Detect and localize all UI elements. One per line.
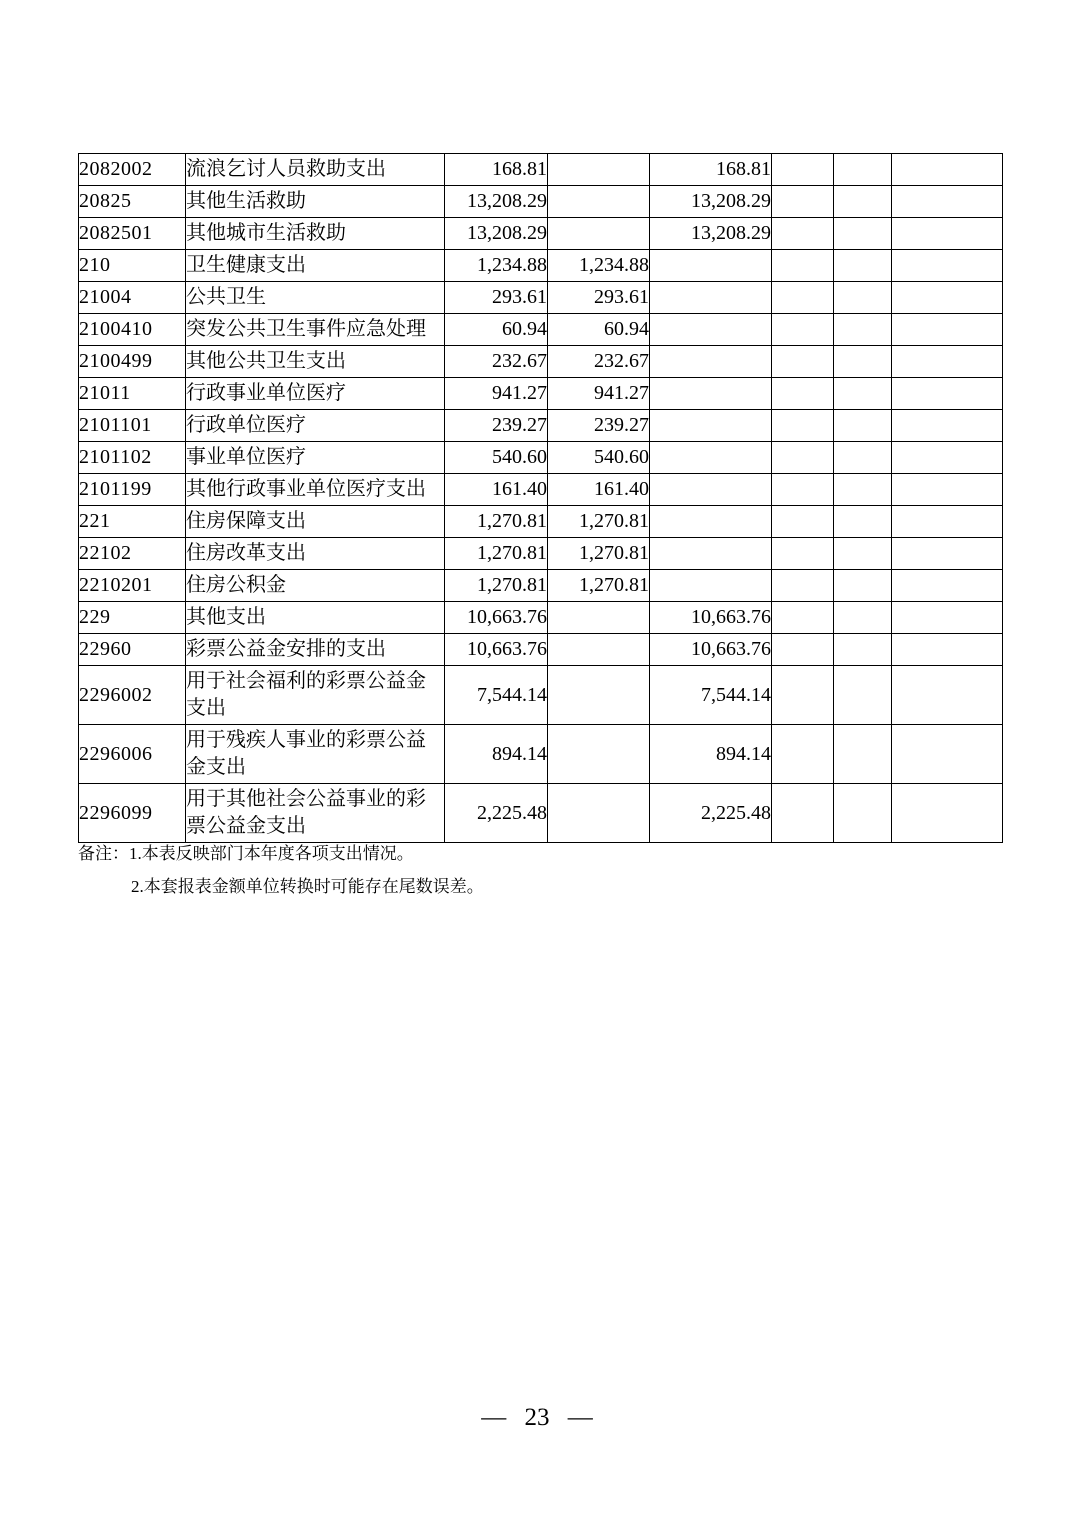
row-empty-cell-3 bbox=[892, 410, 1003, 442]
row-amount-cell-2: 1,234.88 bbox=[548, 250, 650, 282]
row-code-cell: 2296006 bbox=[79, 725, 186, 784]
row-amount-cell-2 bbox=[548, 634, 650, 666]
row-empty-cell-1 bbox=[772, 154, 834, 186]
table-row bbox=[79, 250, 1003, 282]
row-empty-cell-2 bbox=[834, 218, 892, 250]
row-empty-cell-2 bbox=[834, 346, 892, 378]
table-row bbox=[79, 282, 1003, 314]
row-empty-cell-3 bbox=[892, 346, 1003, 378]
row-empty-cell-1 bbox=[772, 474, 834, 506]
row-amount-cell-2: 1,270.81 bbox=[548, 538, 650, 570]
row-amount-cell-3 bbox=[650, 474, 772, 506]
row-amount-cell-1: 2,225.48 bbox=[445, 784, 548, 843]
table-row bbox=[79, 154, 1003, 186]
row-empty-cell-2 bbox=[834, 784, 892, 843]
row-code-cell: 22960 bbox=[79, 634, 186, 666]
table-row bbox=[79, 442, 1003, 474]
row-amount-cell-3: 10,663.76 bbox=[650, 602, 772, 634]
row-empty-cell-1 bbox=[772, 314, 834, 346]
table-row bbox=[79, 346, 1003, 378]
row-amount-cell-3 bbox=[650, 346, 772, 378]
row-name-cell: 公共卫生 bbox=[186, 282, 445, 314]
row-empty-cell-1 bbox=[772, 506, 834, 538]
row-empty-cell-3 bbox=[892, 666, 1003, 725]
row-amount-cell-1: 13,208.29 bbox=[445, 186, 548, 218]
row-amount-cell-1: 232.67 bbox=[445, 346, 548, 378]
table-row bbox=[79, 410, 1003, 442]
row-amount-cell-3: 168.81 bbox=[650, 154, 772, 186]
row-amount-cell-1: 239.27 bbox=[445, 410, 548, 442]
table-row bbox=[79, 314, 1003, 346]
row-empty-cell-3 bbox=[892, 725, 1003, 784]
row-empty-cell-1 bbox=[772, 570, 834, 602]
page-number: — 23 — bbox=[481, 1404, 593, 1431]
row-code-cell: 2296002 bbox=[79, 666, 186, 725]
row-empty-cell-1 bbox=[772, 784, 834, 843]
row-code-cell: 2101102 bbox=[79, 442, 186, 474]
row-empty-cell-1 bbox=[772, 538, 834, 570]
row-amount-cell-3: 7,544.14 bbox=[650, 666, 772, 725]
row-empty-cell-3 bbox=[892, 378, 1003, 410]
row-empty-cell-2 bbox=[834, 442, 892, 474]
row-code-cell: 20825 bbox=[79, 186, 186, 218]
row-amount-cell-3 bbox=[650, 378, 772, 410]
row-amount-cell-3: 13,208.29 bbox=[650, 186, 772, 218]
note-text-1: 1.本表反映部门本年度各项支出情况。 bbox=[129, 844, 414, 863]
expenditure-table-container bbox=[78, 153, 1003, 843]
row-name-cell: 其他生活救助 bbox=[186, 186, 445, 218]
row-code-cell: 21011 bbox=[79, 378, 186, 410]
row-amount-cell-2: 540.60 bbox=[548, 442, 650, 474]
row-amount-cell-1: 161.40 bbox=[445, 474, 548, 506]
row-amount-cell-1: 1,270.81 bbox=[445, 538, 548, 570]
row-empty-cell-2 bbox=[834, 602, 892, 634]
row-name-cell: 用于残疾人事业的彩票公益金支出 bbox=[186, 725, 445, 784]
row-amount-cell-3 bbox=[650, 538, 772, 570]
row-name-cell: 其他支出 bbox=[186, 602, 445, 634]
table-row bbox=[79, 666, 1003, 725]
row-empty-cell-3 bbox=[892, 250, 1003, 282]
row-empty-cell-3 bbox=[892, 186, 1003, 218]
row-empty-cell-1 bbox=[772, 282, 834, 314]
row-empty-cell-2 bbox=[834, 506, 892, 538]
row-code-cell: 22102 bbox=[79, 538, 186, 570]
row-amount-cell-2: 1,270.81 bbox=[548, 506, 650, 538]
row-amount-cell-1: 10,663.76 bbox=[445, 602, 548, 634]
row-name-cell: 行政单位医疗 bbox=[186, 410, 445, 442]
row-empty-cell-1 bbox=[772, 666, 834, 725]
row-empty-cell-2 bbox=[834, 410, 892, 442]
row-empty-cell-3 bbox=[892, 282, 1003, 314]
row-empty-cell-3 bbox=[892, 154, 1003, 186]
row-amount-cell-2 bbox=[548, 186, 650, 218]
row-amount-cell-1: 168.81 bbox=[445, 154, 548, 186]
notes-label: 备注： bbox=[78, 844, 129, 863]
table-row bbox=[79, 570, 1003, 602]
row-name-cell: 其他公共卫生支出 bbox=[186, 346, 445, 378]
row-amount-cell-1: 540.60 bbox=[445, 442, 548, 474]
row-empty-cell-3 bbox=[892, 538, 1003, 570]
table-row bbox=[79, 186, 1003, 218]
row-amount-cell-3 bbox=[650, 506, 772, 538]
row-amount-cell-1: 13,208.29 bbox=[445, 218, 548, 250]
row-code-cell: 2101101 bbox=[79, 410, 186, 442]
row-name-cell: 用于社会福利的彩票公益金支出 bbox=[186, 666, 445, 725]
row-empty-cell-1 bbox=[772, 410, 834, 442]
row-empty-cell-2 bbox=[834, 666, 892, 725]
row-name-cell: 彩票公益金安排的支出 bbox=[186, 634, 445, 666]
table-row bbox=[79, 378, 1003, 410]
row-amount-cell-1: 10,663.76 bbox=[445, 634, 548, 666]
row-empty-cell-2 bbox=[834, 474, 892, 506]
row-amount-cell-3: 10,663.76 bbox=[650, 634, 772, 666]
row-name-cell: 其他行政事业单位医疗支出 bbox=[186, 474, 445, 506]
row-amount-cell-3: 2,225.48 bbox=[650, 784, 772, 843]
row-amount-cell-3: 13,208.29 bbox=[650, 218, 772, 250]
row-code-cell: 2100410 bbox=[79, 314, 186, 346]
note-line-2 bbox=[78, 870, 484, 903]
row-name-cell: 事业单位医疗 bbox=[186, 442, 445, 474]
row-code-cell: 229 bbox=[79, 602, 186, 634]
row-amount-cell-2: 293.61 bbox=[548, 282, 650, 314]
note-text-2: 2.本套报表金额单位转换时可能存在尾数误差。 bbox=[131, 877, 484, 896]
row-amount-cell-2: 1,270.81 bbox=[548, 570, 650, 602]
row-empty-cell-3 bbox=[892, 218, 1003, 250]
row-name-cell: 其他城市生活救助 bbox=[186, 218, 445, 250]
row-amount-cell-2: 60.94 bbox=[548, 314, 650, 346]
expenditure-table-body bbox=[79, 154, 1003, 843]
row-code-cell: 21004 bbox=[79, 282, 186, 314]
row-amount-cell-2 bbox=[548, 602, 650, 634]
row-empty-cell-2 bbox=[834, 378, 892, 410]
table-row bbox=[79, 602, 1003, 634]
row-name-cell: 住房保障支出 bbox=[186, 506, 445, 538]
row-amount-cell-2: 232.67 bbox=[548, 346, 650, 378]
row-code-cell: 221 bbox=[79, 506, 186, 538]
row-name-cell: 行政事业单位医疗 bbox=[186, 378, 445, 410]
row-empty-cell-2 bbox=[834, 634, 892, 666]
row-amount-cell-3: 894.14 bbox=[650, 725, 772, 784]
row-empty-cell-2 bbox=[834, 570, 892, 602]
row-empty-cell-1 bbox=[772, 218, 834, 250]
row-amount-cell-1: 894.14 bbox=[445, 725, 548, 784]
row-amount-cell-3 bbox=[650, 314, 772, 346]
row-name-cell: 卫生健康支出 bbox=[186, 250, 445, 282]
row-empty-cell-3 bbox=[892, 442, 1003, 474]
row-code-cell: 2082002 bbox=[79, 154, 186, 186]
row-amount-cell-2 bbox=[548, 666, 650, 725]
row-amount-cell-2: 941.27 bbox=[548, 378, 650, 410]
row-amount-cell-2: 239.27 bbox=[548, 410, 650, 442]
row-name-cell: 突发公共卫生事件应急处理 bbox=[186, 314, 445, 346]
row-amount-cell-2 bbox=[548, 725, 650, 784]
row-name-cell: 住房公积金 bbox=[186, 570, 445, 602]
row-code-cell: 2296099 bbox=[79, 784, 186, 843]
row-empty-cell-3 bbox=[892, 602, 1003, 634]
row-empty-cell-2 bbox=[834, 314, 892, 346]
row-code-cell: 2082501 bbox=[79, 218, 186, 250]
row-amount-cell-3 bbox=[650, 410, 772, 442]
row-empty-cell-2 bbox=[834, 250, 892, 282]
row-amount-cell-2 bbox=[548, 218, 650, 250]
row-amount-cell-3 bbox=[650, 442, 772, 474]
row-empty-cell-1 bbox=[772, 378, 834, 410]
row-empty-cell-2 bbox=[834, 186, 892, 218]
row-code-cell: 210 bbox=[79, 250, 186, 282]
row-empty-cell-1 bbox=[772, 346, 834, 378]
row-empty-cell-1 bbox=[772, 634, 834, 666]
row-amount-cell-1: 7,544.14 bbox=[445, 666, 548, 725]
row-name-cell: 住房改革支出 bbox=[186, 538, 445, 570]
row-empty-cell-1 bbox=[772, 186, 834, 218]
row-empty-cell-2 bbox=[834, 282, 892, 314]
row-empty-cell-1 bbox=[772, 725, 834, 784]
row-amount-cell-3 bbox=[650, 282, 772, 314]
row-code-cell: 2101199 bbox=[79, 474, 186, 506]
row-empty-cell-1 bbox=[772, 602, 834, 634]
row-empty-cell-2 bbox=[834, 154, 892, 186]
table-row bbox=[79, 634, 1003, 666]
row-amount-cell-3 bbox=[650, 570, 772, 602]
notes bbox=[78, 837, 484, 903]
row-amount-cell-1: 1,234.88 bbox=[445, 250, 548, 282]
row-amount-cell-2: 161.40 bbox=[548, 474, 650, 506]
table-row bbox=[79, 474, 1003, 506]
row-code-cell: 2210201 bbox=[79, 570, 186, 602]
row-name-cell: 用于其他社会公益事业的彩票公益金支出 bbox=[186, 784, 445, 843]
row-empty-cell-3 bbox=[892, 634, 1003, 666]
row-amount-cell-3 bbox=[650, 250, 772, 282]
row-empty-cell-2 bbox=[834, 538, 892, 570]
row-empty-cell-2 bbox=[834, 725, 892, 784]
row-amount-cell-1: 941.27 bbox=[445, 378, 548, 410]
row-empty-cell-1 bbox=[772, 250, 834, 282]
table-row bbox=[79, 218, 1003, 250]
expenditure-table bbox=[78, 153, 1003, 843]
row-amount-cell-1: 1,270.81 bbox=[445, 570, 548, 602]
table-row bbox=[79, 725, 1003, 784]
table-row bbox=[79, 506, 1003, 538]
row-amount-cell-1: 293.61 bbox=[445, 282, 548, 314]
row-empty-cell-3 bbox=[892, 784, 1003, 843]
row-code-cell: 2100499 bbox=[79, 346, 186, 378]
row-amount-cell-2 bbox=[548, 154, 650, 186]
row-name-cell: 流浪乞讨人员救助支出 bbox=[186, 154, 445, 186]
row-amount-cell-2 bbox=[548, 784, 650, 843]
row-empty-cell-1 bbox=[772, 442, 834, 474]
row-empty-cell-3 bbox=[892, 570, 1003, 602]
row-amount-cell-1: 1,270.81 bbox=[445, 506, 548, 538]
note-line-1 bbox=[78, 837, 484, 870]
row-amount-cell-1: 60.94 bbox=[445, 314, 548, 346]
row-empty-cell-3 bbox=[892, 474, 1003, 506]
table-row bbox=[79, 784, 1003, 843]
row-empty-cell-3 bbox=[892, 506, 1003, 538]
row-empty-cell-3 bbox=[892, 314, 1003, 346]
table-row bbox=[79, 538, 1003, 570]
